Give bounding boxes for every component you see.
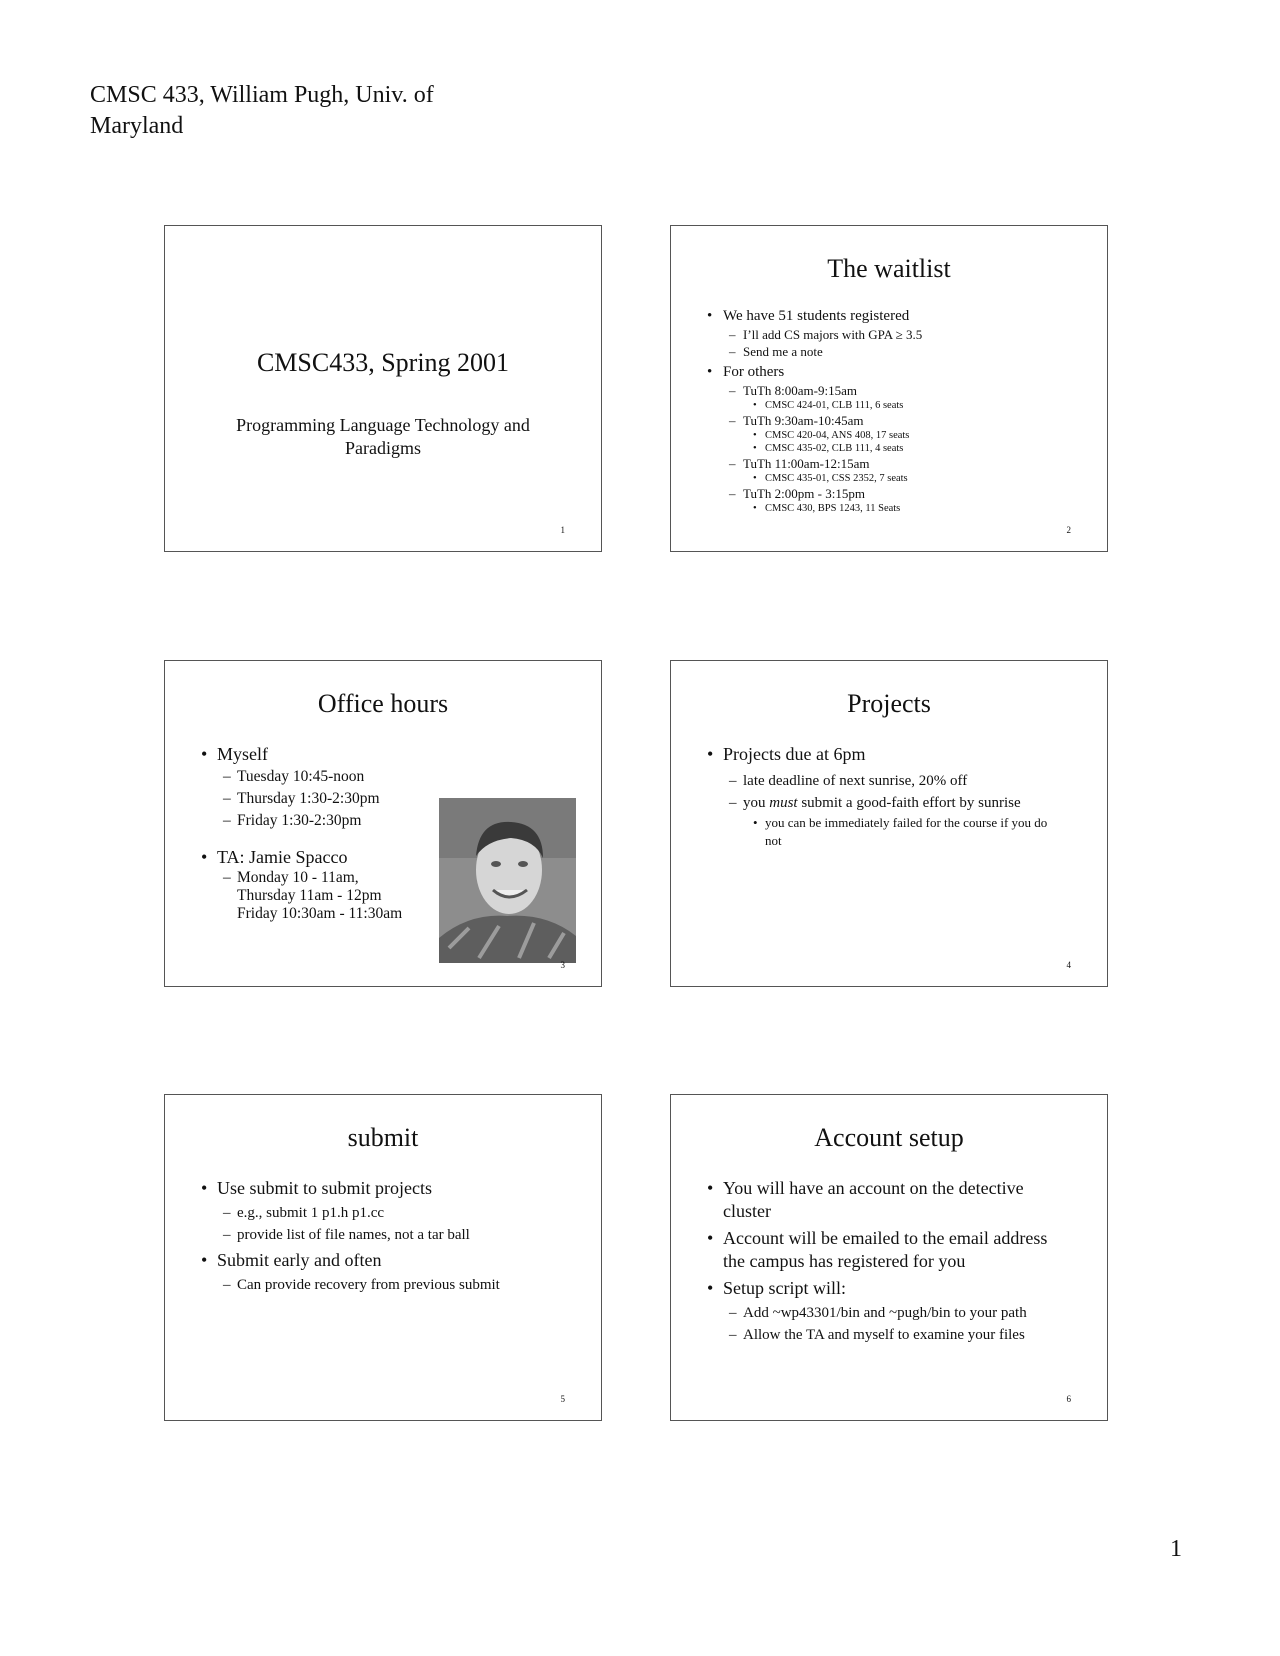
slide-number: 3: [560, 960, 565, 970]
list-item: • Setup script will:: [707, 1278, 846, 1298]
list-item: • CMSC 430, BPS 1243, 11 Seats: [753, 503, 901, 514]
list-item: – TuTh 11:00am-12:15am: [729, 456, 870, 471]
list-item: • you can be immediately failed for the course if you do not: [753, 815, 1048, 848]
list-item: – Tuesday 10:45-noon: [223, 768, 365, 785]
slide-6: [670, 1094, 1108, 1421]
list-item: – Monday 10 - 11am, Thursday 11am - 12pm Friday 10:30am - 11:30am: [223, 869, 403, 922]
list-item: • TA: Jamie Spacco: [201, 847, 348, 867]
course-title: CMSC433, Spring 2001: [256, 348, 510, 377]
slide-number: 5: [560, 1394, 565, 1404]
slide-number: 1: [560, 525, 565, 535]
list-item: – I’ll add CS majors with GPA ≥ 3.5: [729, 327, 923, 342]
slide-number: 6: [1066, 1394, 1071, 1404]
list-item: – provide list of file names, not a tar ball: [223, 1227, 470, 1243]
list-item: • Projects due at 6pm: [707, 744, 866, 764]
bullet-list: [707, 1175, 1071, 1346]
list-item: – Add ~wp43301/bin and ~pugh/bin to your path: [729, 1305, 1027, 1321]
list-item: – e.g., submit 1 p1.h p1.cc: [223, 1205, 385, 1221]
course-subtitle: Programming Language Technology and Paradigms: [236, 415, 530, 458]
list-item: • Account will be emailed to the email address the campus has registered for you: [707, 1228, 1048, 1271]
bullet-list: [201, 1175, 581, 1296]
list-item: – TuTh 9:30am-10:45am: [729, 413, 864, 428]
ta-portrait-photo: [439, 798, 576, 963]
list-item: • We have 51 students registered: [707, 308, 910, 324]
list-item: – Can provide recovery from previous submit: [223, 1277, 500, 1293]
list-item: – Send me a note: [729, 344, 823, 359]
list-item: • CMSC 424-01, CLB 111, 6 seats: [753, 400, 904, 411]
list-item: – Allow the TA and myself to examine your files: [729, 1327, 1025, 1343]
slide-title: The waitlist: [827, 254, 951, 283]
list-item: • For others: [707, 364, 785, 380]
list-item: – TuTh 8:00am-9:15am: [729, 383, 857, 398]
list-item: • Use submit to submit projects: [201, 1178, 432, 1198]
list-item: – Thursday 1:30-2:30pm: [223, 790, 380, 807]
list-item: • CMSC 420-04, ANS 408, 17 seats: [753, 430, 910, 441]
list-item: • You will have an account on the detective cluster: [707, 1178, 1024, 1221]
slide-number: 4: [1066, 960, 1071, 970]
list-item: – late deadline of next sunrise, 20% off: [729, 773, 968, 789]
list-item: – Friday 1:30-2:30pm: [223, 812, 362, 829]
list-item: • CMSC 435-02, CLB 111, 4 seats: [753, 443, 904, 454]
list-item: • Submit early and often: [201, 1250, 382, 1270]
page-number: 1: [1170, 1536, 1182, 1562]
slide-2: [670, 225, 1108, 552]
list-item: – TuTh 2:00pm - 3:15pm: [729, 486, 865, 501]
bullet-list: [707, 741, 1087, 850]
list-item: • CMSC 435-01, CSS 2352, 7 seats: [753, 473, 908, 484]
slide-5: [164, 1094, 602, 1421]
slide-1: [164, 225, 602, 552]
list-item: – you must submit a good-faith effort by sunrise: [729, 795, 1021, 811]
slide-number: 2: [1066, 525, 1071, 535]
slide-4: [670, 660, 1108, 987]
list-item: • Myself: [201, 744, 268, 764]
spacer: [201, 832, 431, 844]
bullet-list: [201, 741, 431, 923]
slide-title: Projects: [847, 689, 931, 718]
page-header: CMSC 433, William Pugh, Univ. of Maryland: [90, 82, 434, 139]
slide-title: submit: [347, 1123, 419, 1152]
slide-3: [164, 660, 602, 987]
slide-title: Office hours: [317, 689, 449, 718]
slide-title: Account setup: [814, 1123, 964, 1152]
bullet-list: [707, 304, 1087, 515]
